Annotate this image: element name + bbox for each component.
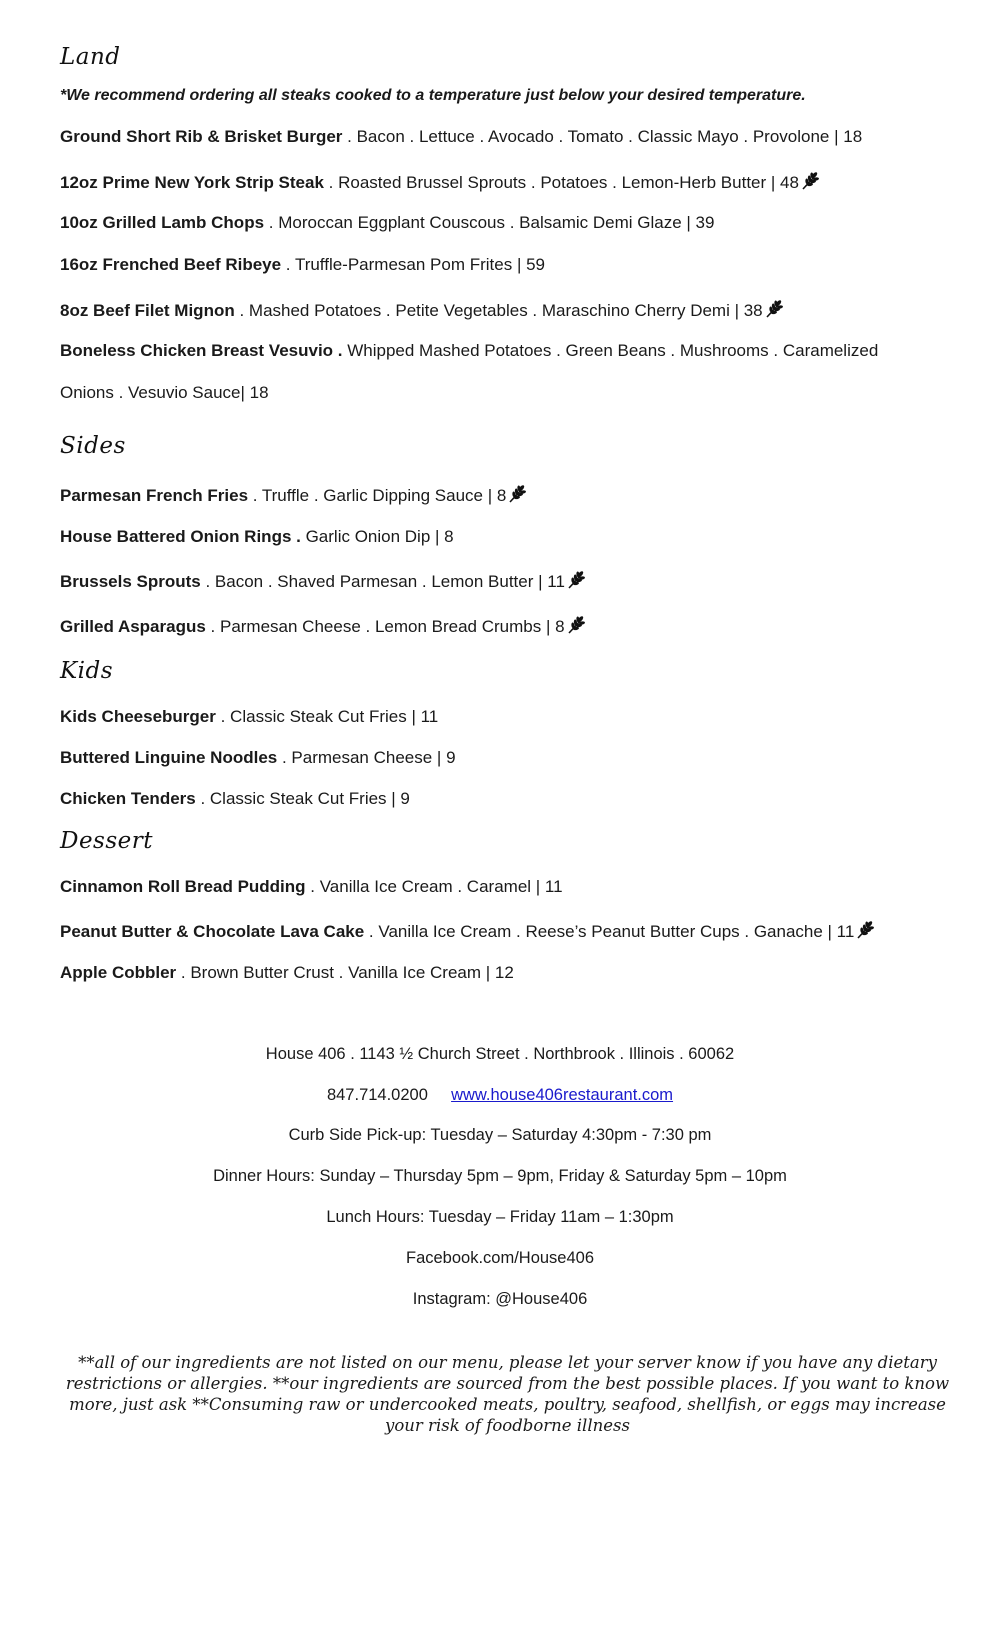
menu-item [60,527,960,547]
item-desc: Garlic Onion Dip | 8 [300,527,454,546]
menu-item [60,127,960,147]
item-desc: . Truffle . Garlic Dipping Sauce | 8 [248,486,507,505]
item-desc: . Brown Butter Crust . Vanilla Ice Cream | 12 [176,963,514,982]
menu-item [60,748,960,768]
item-name: Buttered Linguine Noodles [60,748,278,767]
restaurant-address: House 406 . 1143 ½ Church Street . Northbrook . Illinois . 60062 [265,1045,735,1063]
item-name: 10oz Grilled Lamb Chops [60,213,265,232]
item-desc: . Bacon . Lettuce . Avocado . Tomato . Classic Mayo . Provolone | 18 [342,127,863,146]
item-desc: . Vanilla Ice Cream . Reese’s Peanut Butter Cups . Ganache | 11 [364,922,855,941]
menu-item [60,920,960,942]
contact-line [0,1086,1000,1105]
curbside-hours: Curb Side Pick-up: Tuesday – Saturday 4:30pm - 7:30 pm [288,1126,712,1144]
item-name: Parmesan French Fries [60,486,249,505]
item-desc: Whipped Mashed Potatoes . Green Beans . Mushrooms . Caramelized [342,341,879,360]
wheat-icon [855,920,875,940]
menu-item [60,570,960,592]
menu-item [60,341,960,361]
item-name: 16oz Frenched Beef Ribeye [60,255,282,274]
item-name: 12oz Prime New York Strip Steak [60,173,324,192]
item-desc: Onions . Vesuvio Sauce| 18 [60,383,269,402]
item-name: Cinnamon Roll Bread Pudding [60,877,306,896]
menu-item [60,963,960,983]
menu-item [60,255,960,275]
item-desc: . Bacon . Shaved Parmesan . Lemon Butter | 11 [200,572,565,591]
menu-item [60,484,960,506]
item-name: Chicken Tenders [60,789,196,808]
item-desc: . Mashed Potatoes . Petite Vegetables . Maraschino Cherry Demi | 38 [234,301,763,320]
wheat-icon [800,171,820,191]
item-desc: . Classic Steak Cut Fries | 11 [215,707,439,726]
item-name: Grilled Asparagus [60,617,206,636]
item-desc: . Parmesan Cheese | 9 [277,748,456,767]
menu-item [60,877,960,897]
section-heading-land: Land [60,44,121,70]
section-heading-kids: Kids [60,658,114,684]
lunch-hours: Lunch Hours: Tuesday – Friday 11am – 1:30pm [326,1208,674,1226]
item-desc: . Moroccan Eggplant Couscous . Balsamic Demi Glaze | 39 [264,213,715,232]
phone-number: 847.714.0200 [326,1086,428,1104]
item-name: Apple Cobbler [60,963,177,982]
section-heading-sides: Sides [60,433,126,459]
menu-item [60,299,960,321]
menu-item [60,171,960,193]
item-name: Peanut Butter & Chocolate Lava Cake [60,922,365,941]
wheat-icon [566,570,586,590]
section-heading-dessert: Dessert [60,828,154,854]
dinner-hours: Dinner Hours: Sunday – Thursday 5pm – 9pm, Friday & Saturday 5pm – 10pm [213,1167,787,1185]
steak-temperature-note: *We recommend ordering all steaks cooked to a temperature just below your desired temperature. [60,87,806,104]
item-desc: . Vanilla Ice Cream . Caramel | 11 [305,877,563,896]
instagram-handle: Instagram: @House406 [412,1290,588,1308]
wheat-icon [507,484,527,504]
item-desc: . Parmesan Cheese . Lemon Bread Crumbs | 8 [205,617,565,636]
menu-item [60,615,960,637]
menu-item-continuation [60,383,960,403]
item-name: 8oz Beef Filet Mignon [60,301,235,320]
wheat-icon [566,615,586,635]
item-desc: . Truffle-Parmesan Pom Frites | 59 [281,255,545,274]
allergy-disclaimer: **all of our ingredients are not listed on our menu, please let your server know if you have any dietary restrictions or allergies. **our ingredients are sourced from the best possible places. If you want to know more, just ask **Consuming raw or undercooked meats, poultry, seafood, shellfish, or eggs may increase your risk of foodborne illness [65,1353,950,1435]
item-desc: . Roasted Brussel Sprouts . Potatoes . Lemon-Herb Butter | 48 [323,173,799,192]
menu-item [60,213,960,233]
item-name: Boneless Chicken Breast Vesuvio . [60,341,343,360]
menu-item [60,707,960,727]
item-name: House Battered Onion Rings . [60,527,301,546]
item-name: Ground Short Rib & Brisket Burger [60,127,343,146]
wheat-icon [764,299,784,319]
item-name: Brussels Sprouts [60,572,201,591]
website-link[interactable]: www.house406restaurant.com [451,1086,674,1104]
facebook-handle: Facebook.com/House406 [405,1249,595,1267]
menu-item [60,789,960,809]
item-name: Kids Cheeseburger [60,707,216,726]
item-desc: . Classic Steak Cut Fries | 9 [195,789,410,808]
